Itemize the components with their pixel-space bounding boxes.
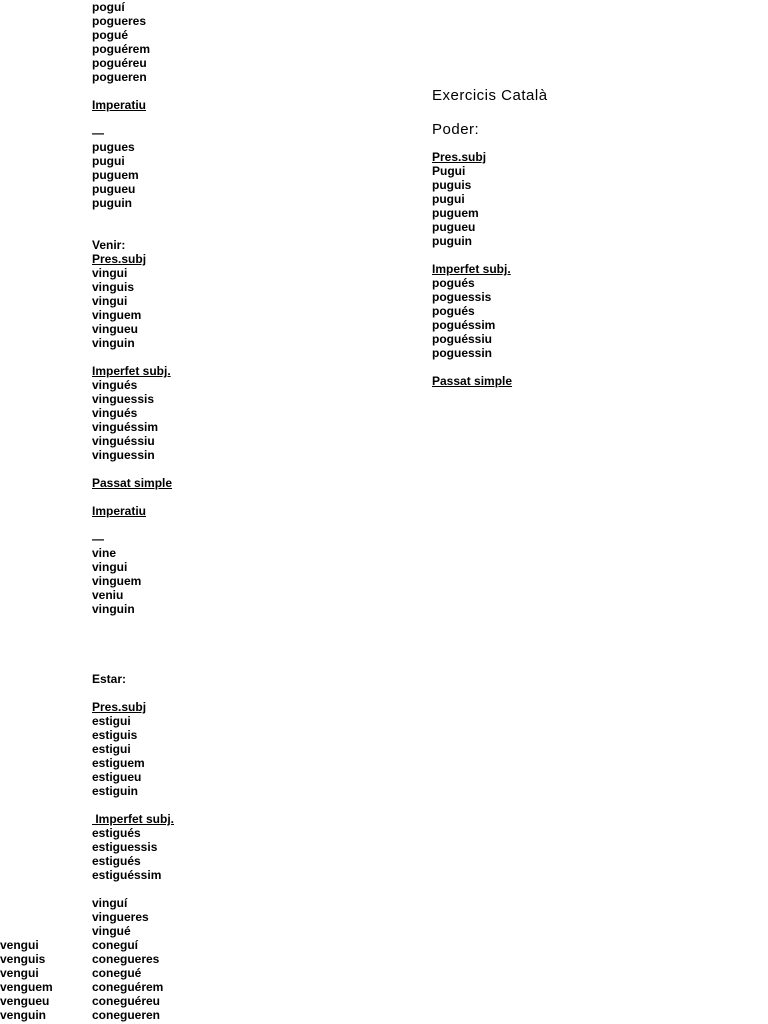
poder-pres-5: pugueu <box>432 220 476 234</box>
venir-imperatiu-2: vine <box>92 546 117 560</box>
estar-imperfet-4: estiguéssim <box>92 868 162 882</box>
document-title: Exercicis Català <box>432 87 548 104</box>
far-left-column <box>0 938 53 1022</box>
vengui-block-6: venguin <box>0 1008 47 1022</box>
poder-imperatiu-1: — <box>92 126 104 140</box>
poder-passat-2: pogueres <box>92 14 147 28</box>
conegui-block-5: coneguéreu <box>92 994 161 1008</box>
poder-imperfet-3: pogués <box>432 304 475 318</box>
venir-imperatiu-3: vingui <box>92 560 128 574</box>
vingui-block-3: vingué <box>92 924 131 938</box>
vengui-block-2: venguis <box>0 952 46 966</box>
estar-pres-4: estiguem <box>92 756 145 770</box>
venir-pres-6: vinguin <box>92 336 135 350</box>
poder-label: Poder: <box>432 121 480 138</box>
estar-imperfet-2: estiguessis <box>92 840 158 854</box>
estar-pres-1: estigui <box>92 714 131 728</box>
vingui-block-2: vingueres <box>92 910 149 924</box>
venir-label: Venir: <box>92 238 126 252</box>
poder-imperfet-6: poguessin <box>432 346 493 360</box>
estar-pres-3: estigui <box>92 742 131 756</box>
poder-imperfet-2: poguessis <box>432 290 492 304</box>
venir-imperfet-1: vingués <box>92 378 138 392</box>
estar-pres-heading: Pres.subj <box>92 700 147 714</box>
venir-pres-2: vinguis <box>92 280 135 294</box>
estar-pres-5: estigueu <box>92 770 142 784</box>
venir-imperatiu-heading: Imperatiu <box>92 504 147 518</box>
venir-imperatiu-4: vinguem <box>92 574 142 588</box>
venir-imperfet-5: vinguéssiu <box>92 434 155 448</box>
venir-imperfet-6: vinguessin <box>92 448 155 462</box>
poder-imperatiu-heading: Imperatiu <box>92 98 147 112</box>
poder-imperatiu-2: pugues <box>92 140 135 154</box>
right-column <box>432 86 548 388</box>
venir-imperfet-2: vinguessis <box>92 392 155 406</box>
left-column <box>92 0 174 1022</box>
poder-passat-5: poguéreu <box>92 56 147 70</box>
poder-passat-3: pogué <box>92 28 128 42</box>
conegui-block-2: conegueres <box>92 952 160 966</box>
estar-imperfet-1: estigués <box>92 826 141 840</box>
conegui-block-3: conegué <box>92 966 142 980</box>
estar-pres-2: estiguis <box>92 728 138 742</box>
venir-imperfet-4: vinguéssim <box>92 420 159 434</box>
poder-imperatiu-4: puguem <box>92 168 139 182</box>
estar-label: Estar: <box>92 672 127 686</box>
venir-passat-heading: Passat simple <box>92 476 173 490</box>
poder-passat-heading: Passat simple <box>432 374 513 388</box>
vengui-block-3: vengui <box>0 966 39 980</box>
venir-pres-4: vinguem <box>92 308 142 322</box>
venir-imperatiu-1: — <box>92 532 104 546</box>
vengui-block-5: vengueu <box>0 994 50 1008</box>
poder-imperatiu-3: pugui <box>92 154 125 168</box>
vengui-block-1: vengui <box>0 938 39 952</box>
poder-passat-1: poguí <box>92 0 125 14</box>
conegui-block-4: coneguérem <box>92 980 164 994</box>
conegui-block-1: coneguí <box>92 938 139 952</box>
venir-pres-1: vingui <box>92 266 128 280</box>
poder-passat-4: poguérem <box>92 42 151 56</box>
venir-imperatiu-6: vinguin <box>92 602 135 616</box>
conegui-block-6: conegueren <box>92 1008 161 1022</box>
venir-imperfet-heading: Imperfet subj. <box>92 364 171 378</box>
poder-pres-1: Pugui <box>432 164 466 178</box>
venir-pres-5: vingueu <box>92 322 139 336</box>
poder-pres-heading: Pres.subj <box>432 150 487 164</box>
venir-imperatiu-5: veniu <box>92 588 124 602</box>
vingui-block-1: vinguí <box>92 896 128 910</box>
estar-pres-6: estiguin <box>92 784 139 798</box>
poder-pres-2: puguis <box>432 178 472 192</box>
poder-imperfet-heading: Imperfet subj. <box>432 262 511 276</box>
poder-pres-6: puguin <box>432 234 472 248</box>
poder-imperfet-1: pogués <box>432 276 475 290</box>
venir-pres-heading: Pres.subj <box>92 252 147 266</box>
poder-imperatiu-6: puguin <box>92 196 132 210</box>
poder-imperfet-5: poguéssiu <box>432 332 493 346</box>
estar-imperfet-3: estigués <box>92 854 141 868</box>
poder-passat-6: pogueren <box>92 70 147 84</box>
estar-imperfet-heading: Imperfet subj. <box>92 812 175 826</box>
venir-pres-3: vingui <box>92 294 128 308</box>
poder-pres-3: pugui <box>432 192 465 206</box>
poder-imperfet-4: poguéssim <box>432 318 496 332</box>
vengui-block-4: venguem <box>0 980 53 994</box>
poder-pres-4: puguem <box>432 206 479 220</box>
venir-imperfet-3: vingués <box>92 406 138 420</box>
poder-imperatiu-5: pugueu <box>92 182 136 196</box>
